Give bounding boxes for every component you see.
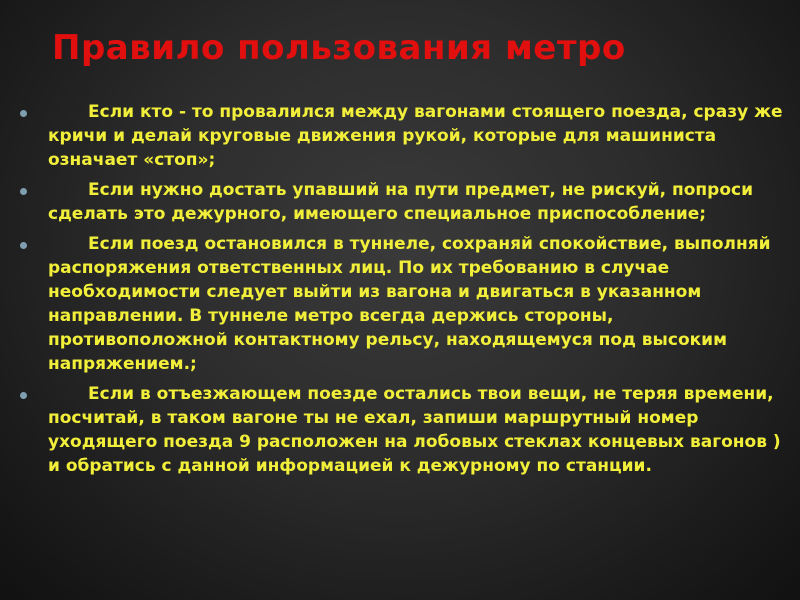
list-item xyxy=(20,100,785,172)
list-item xyxy=(20,232,785,376)
slide-title: Правило пользования метро xyxy=(52,28,626,68)
bullet-dot-icon xyxy=(20,188,27,195)
bullet-dot-icon xyxy=(20,110,27,117)
bullet-text: Если поезд остановился в туннеле, сохраняй спокойствие, выполняй распоряжения ответственных лиц. По их требованию в случае необходимости следует выйти из вагона и двигаться в указанном направлении. В туннеле метро всегда держись стороны, противоположной контактному рельсу, находящемуся под высоким напряжением.; xyxy=(48,234,771,374)
bullet-dot-icon xyxy=(20,392,27,399)
list-item xyxy=(20,382,785,478)
bullet-text: Если кто - то провалился между вагонами стоящего поезда, сразу же кричи и делай круговые движения рукой, которые для машиниста означает «стоп»; xyxy=(48,102,783,170)
bullet-text: Если в отъезжающем поезде остались твои вещи, не теряя времени, посчитай, в таком вагоне ты не ехал, запиши маршрутный номер уходящего поезда 9 расположен на лобовых стеклах концевых вагонов ) и обратись с данной информацией к дежурному по станции. xyxy=(48,384,781,476)
list-item xyxy=(20,178,785,226)
bullet-text: Если нужно достать упавший на пути предмет, не рискуй, попроси сделать это дежурного, имеющего специальное приспособление; xyxy=(48,180,753,224)
bullet-dot-icon xyxy=(20,242,27,249)
bullet-list xyxy=(20,100,785,484)
